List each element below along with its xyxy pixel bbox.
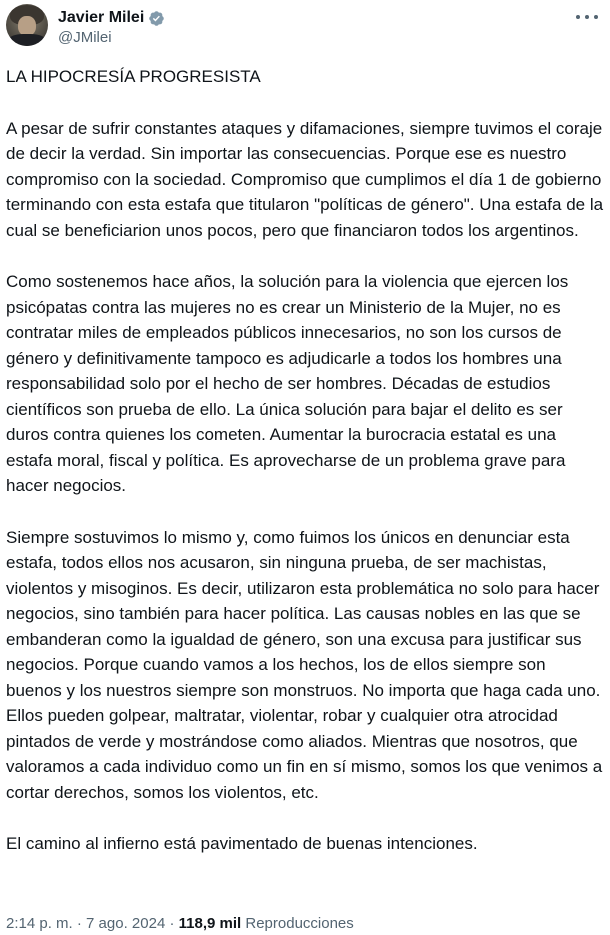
avatar[interactable] [6,4,48,46]
views-count: 118,9 mil [178,915,242,932]
more-dot [594,15,598,19]
tweet-header [6,4,604,50]
avatar-face [18,16,36,36]
meta-separator: · [72,915,87,932]
tweet-meta [6,915,604,932]
more-dot [576,15,580,19]
tweet-time[interactable]: 2:14 p. m. [6,915,73,932]
more-dot [585,15,589,19]
avatar-coat [8,34,46,46]
author-handle[interactable]: @JMilei [58,29,112,46]
author-display-name[interactable]: Javier Milei [58,9,145,26]
author-name-row [58,8,165,28]
tweet-paragraph: Siempre sostuvimos lo mismo y, como fuimos los únicos en denunciar esta estafa, todos ellos nos acusaron, sin ninguna prueba, de ser machistas, violentos y misoginos. Es decir, utilizaron esta problemática no solo para hacer negocios, sino también para hacer política. Las causas nobles en las que se embanderan como la igualdad de género, son una excusa para justificar sus negocios. Porque cuando vamos a los hechos, los de ellos siempre son buenos y los nuestros siempre son monstruos. No importa que haga cada uno. Ellos pueden golpear, maltratar, violentar, robar y cualquier otra atrocidad pintados de verde y mostrándose como aliados. Mientras que nosotros, que valoramos a cada individuo como un fin en sí mismo, somos los que venimos a cortar derechos, somos los violentos, etc. [6,527,603,802]
meta-separator: · [165,915,179,932]
more-options-icon[interactable] [576,10,598,24]
tweet-text [6,64,604,883]
tweet-paragraph: A pesar de sufrir constantes ataques y difamaciones, siempre tuvimos el coraje de decir la verdad. Sin importar las consecuencias. Porque ese es nuestro compromiso con la sociedad. Compromiso que cumplimos el día 1 de gobierno terminando con esta estafa que titularon "políticas de género". Una estafa de la cual se beneficiarion unos pocos, pero que financiaron todos los argentinos. [6,118,604,240]
verified-badge-icon[interactable] [148,10,165,27]
views-label: Reproducciones [245,915,354,932]
tweet-paragraph: Como sostenemos hace años, la solución para la violencia que ejercen los psicópatas contra las mujeres no es crear un Ministerio de la Mujer, no es contratar miles de empleados públicos innecesarios, no son los cursos de género y definitivamente tampoco es adjudicarle a todos los hombres una responsabilidad solo por el hecho de ser hombres. Décadas de estudios científicos son prueba de ello. La única solución para bajar el delito es ser duros contra quienes los cometen. Aumentar la burocracia estatal es una estafa moral, fiscal y política. Es aprovecharse de un problema grave para hacer negocios. [6,272,569,495]
tweet-title: LA HIPOCRESÍA PROGRESISTA [6,67,261,86]
tweet-date[interactable]: 7 ago. 2024 [86,915,166,932]
tweet-paragraph: El camino al infierno está pavimentado de buenas intenciones. [6,834,478,853]
